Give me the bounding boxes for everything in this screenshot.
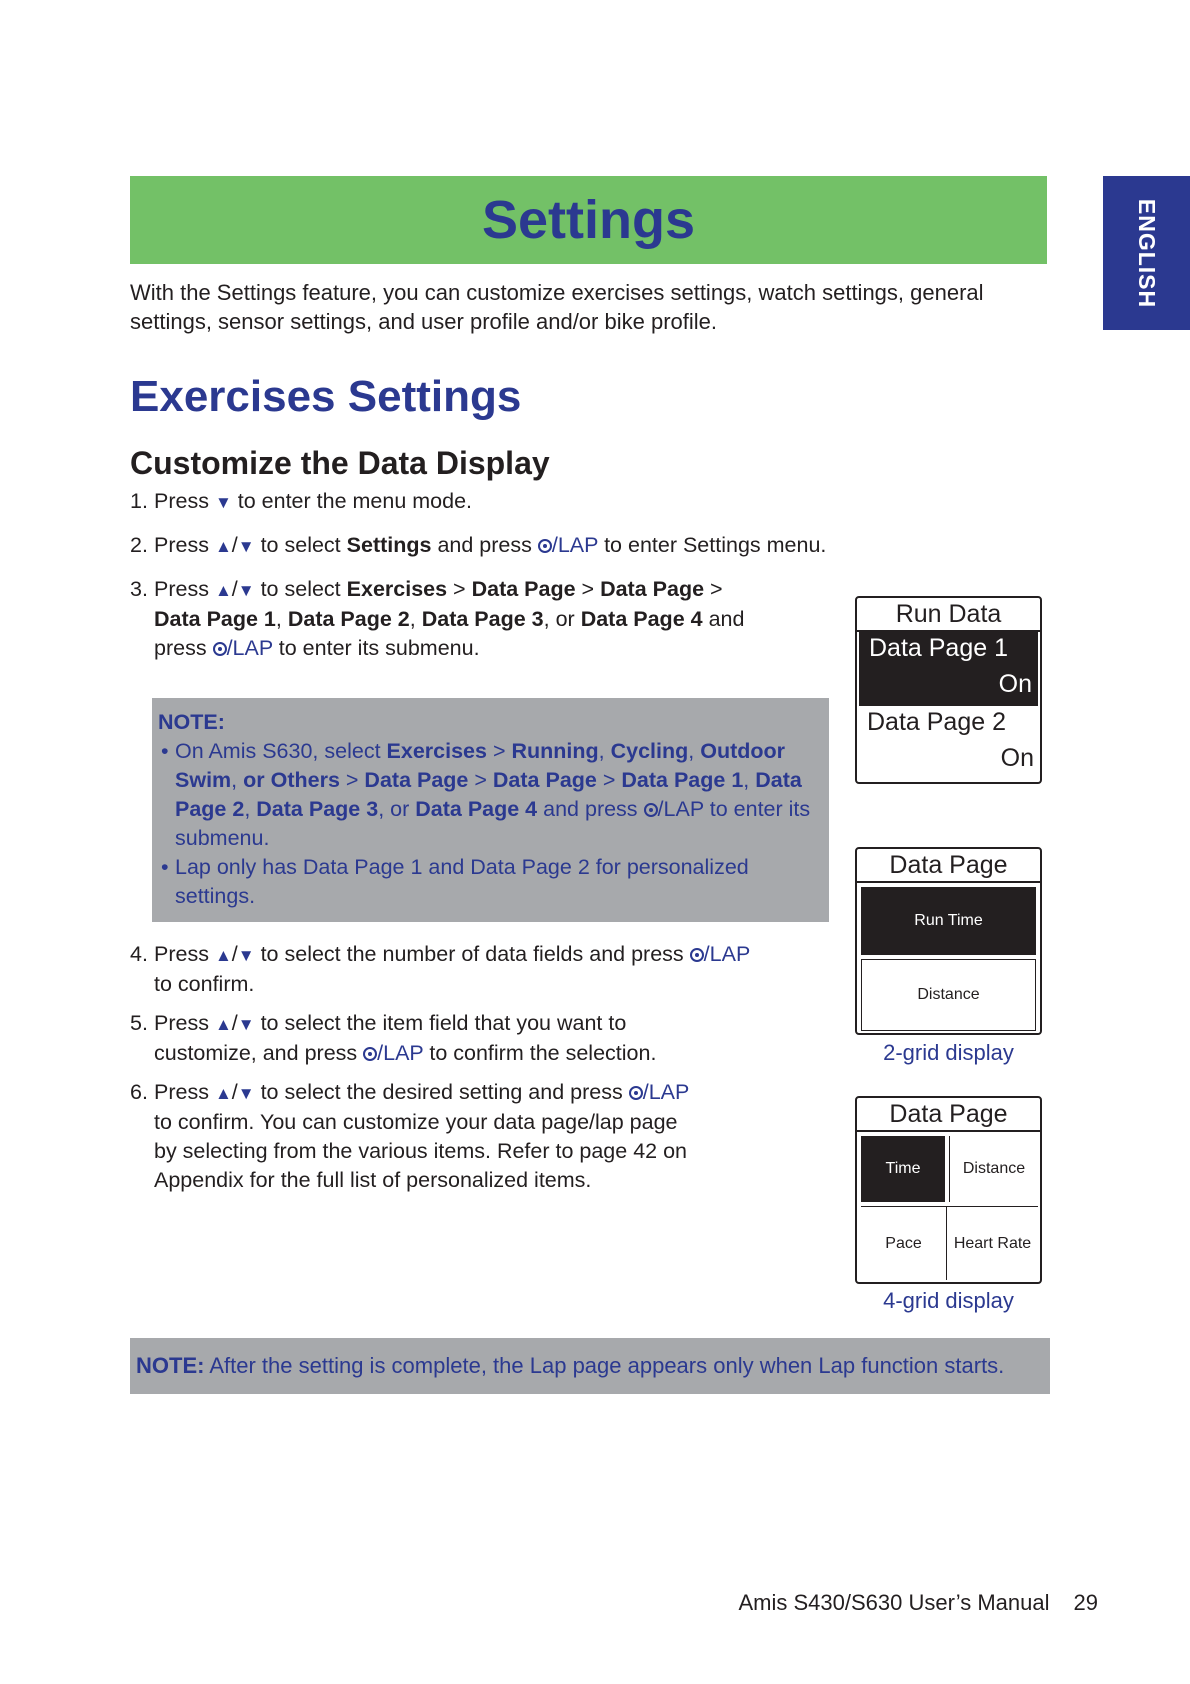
note-label: NOTE: <box>158 710 225 734</box>
step-text: customize, and press <box>154 1041 358 1065</box>
up-triangle-icon: ▲ <box>214 537 232 556</box>
section-title: Exercises Settings <box>130 372 522 421</box>
step-text: to select <box>260 533 341 557</box>
data-field-selected: Run Time <box>861 887 1036 955</box>
down-triangle-icon: ▼ <box>237 1084 255 1103</box>
ok-ring-icon <box>538 539 552 553</box>
step-text: Press <box>154 577 209 601</box>
step-2: 2. Press ▲/▼ to select Settings and press /LAP to enter Settings menu. <box>130 531 826 561</box>
lap-button-label: LAP <box>383 1041 424 1065</box>
menu-term: Data Page <box>600 577 705 601</box>
step-text: Appendix for the full list of personalized items. <box>154 1168 592 1192</box>
step-text: to select the item field that you want to <box>260 1011 627 1035</box>
note-text: On Amis S630, select <box>175 739 381 763</box>
ok-ring-icon <box>690 948 704 962</box>
menu-term: Settings <box>346 533 432 557</box>
step-number: 1. <box>130 489 148 513</box>
lap-button-label: LAP <box>709 942 751 966</box>
note-bullet-1: • On Amis S630, select Exercises > Running, Cycling, Outdoor Swim, or Others > Data Page > Data Page > Data Page 1, Data Page 2, Data Page 3, or Data Page 4 and press /LAP to enter its submenu. <box>158 737 817 853</box>
menu-term: Running <box>511 739 599 763</box>
device-screen-4-grid <box>855 1096 1042 1284</box>
menu-row-data-page-2 <box>857 706 1040 780</box>
step-text: to select the desired setting and press <box>260 1080 623 1104</box>
screen-title: Run Data <box>857 598 1040 632</box>
intro-paragraph: With the Settings feature, you can customize exercises settings, watch settings, general settings, sensor settings, and user profile and/or bike profile. <box>130 280 984 334</box>
step-text: to confirm. <box>154 972 255 996</box>
note-text: and press <box>543 797 638 821</box>
title-banner <box>130 176 1047 264</box>
device-screen-run-data <box>855 596 1042 784</box>
step-text: press <box>154 636 207 660</box>
step-text: to select the number of data fields and press <box>260 942 684 966</box>
step-text: Press <box>154 533 209 557</box>
step-text: to enter Settings menu. <box>604 533 827 557</box>
menu-term: Data Page 2 <box>287 607 410 631</box>
manual-title: Amis S430/S630 User’s Manual <box>738 1590 1050 1615</box>
screen-title: Data Page <box>857 1098 1040 1132</box>
ok-ring-icon <box>213 642 227 656</box>
menu-term: Exercises <box>346 577 448 601</box>
screen-caption: 4-grid display <box>883 1288 1014 1313</box>
page-footer <box>739 1590 1099 1616</box>
menu-term: or Others <box>243 768 340 792</box>
row-value: On <box>1000 744 1034 772</box>
lap-button-label: LAP <box>663 797 704 821</box>
bottom-note <box>130 1338 1050 1394</box>
menu-row-data-page-1 <box>859 632 1038 706</box>
step-3: 3. Press ▲/▼ to select Exercises > Data Page > Data Page > Data Page 1, Data Page 2, Data Page 3, or Data Page 4 and press /LAP to enter its submenu. <box>130 577 745 660</box>
menu-term: Data Page 3 <box>256 797 379 821</box>
step-text: to enter the menu mode. <box>237 489 473 513</box>
ok-ring-icon <box>629 1086 643 1100</box>
down-triangle-icon: ▼ <box>237 946 255 965</box>
step-text: or <box>555 607 575 631</box>
row-label: Data Page 2 <box>867 708 1006 736</box>
step-number: 5. <box>130 1011 148 1035</box>
step-text: Press <box>154 1080 209 1104</box>
step-text: to select <box>260 577 341 601</box>
page-title: Settings <box>481 190 696 250</box>
note-label: NOTE: <box>136 1353 205 1378</box>
language-tab-label: ENGLISH <box>1134 198 1161 308</box>
ok-ring-icon <box>644 803 658 817</box>
language-tab <box>1103 176 1190 330</box>
menu-term: Data Page <box>492 768 597 792</box>
down-triangle-icon: ▼ <box>237 537 255 556</box>
menu-term: Outdoor Swim <box>175 739 786 792</box>
step-number: 6. <box>130 1080 148 1104</box>
row-value: On <box>998 670 1032 698</box>
screen-title: Data Page <box>857 849 1040 883</box>
step-number: 2. <box>130 533 148 557</box>
menu-term: Data Page 2 <box>175 768 802 821</box>
data-field: Pace <box>861 1206 947 1280</box>
row-label: Data Page 1 <box>869 634 1008 662</box>
data-field: Heart Rate <box>947 1206 1038 1280</box>
step-text: Press <box>154 489 209 513</box>
lap-button-label: LAP <box>648 1080 690 1104</box>
device-screen-2-grid <box>855 847 1042 1035</box>
up-triangle-icon: ▲ <box>214 946 232 965</box>
step-text: to confirm the selection. <box>429 1041 657 1065</box>
down-triangle-icon: ▼ <box>214 493 232 512</box>
subsection-title: Customize the Data Display <box>130 445 550 481</box>
data-field: Distance <box>861 959 1036 1031</box>
menu-term: Data Page 1 <box>621 768 744 792</box>
step-text: and <box>708 607 745 631</box>
note-text: to enter its submenu. <box>175 797 811 850</box>
step-number: 4. <box>130 942 148 966</box>
step-text: to confirm. You can customize your data page/lap page <box>154 1110 678 1134</box>
lap-button-label: LAP <box>557 533 599 557</box>
step-text: and press <box>437 533 532 557</box>
step-4: 4. Press ▲/▼ to select the number of data fields and press /LAP to confirm. <box>130 940 820 999</box>
menu-term: Cycling <box>610 739 689 763</box>
menu-term: Data Page <box>364 768 469 792</box>
data-field: Distance <box>949 1136 1038 1202</box>
screen-caption: 2-grid display <box>883 1040 1014 1065</box>
step-6: 6. Press ▲/▼ to select the desired setting and press /LAP to confirm. You can customize your data page/lap page by selecting from the various items. Refer to page 42 on Appendix for the full list of personalized items. <box>130 1078 820 1195</box>
step-1 <box>130 487 472 517</box>
up-triangle-icon: ▲ <box>214 1084 232 1103</box>
step-text: to enter its submenu. <box>278 636 480 660</box>
note-bullet-2: • Lap only has Data Page 1 and Data Page 2 for personalized settings. <box>158 853 817 911</box>
step-number: 3. <box>130 577 148 601</box>
note-text: After the setting is complete, the Lap page appears only when Lap function starts. <box>209 1353 1005 1378</box>
ok-ring-icon <box>363 1047 377 1061</box>
page-number: 29 <box>1073 1590 1098 1615</box>
menu-term: Data Page 3 <box>421 607 544 631</box>
menu-term: Data Page 4 <box>415 797 538 821</box>
step-text: Press <box>154 1011 209 1035</box>
step-text: by selecting from the various items. Refer to page 42 on <box>154 1139 687 1163</box>
lap-button-label: LAP <box>232 636 273 660</box>
data-field-selected: Time <box>861 1136 945 1202</box>
menu-term: Data Page <box>471 577 576 601</box>
note-box <box>152 698 829 922</box>
menu-term: Exercises <box>386 739 487 763</box>
step-text: Press <box>154 942 209 966</box>
up-triangle-icon: ▲ <box>214 1015 232 1034</box>
step-5: 5. Press ▲/▼ to select the item field that you want to customize, and press /LAP to confirm the selection. <box>130 1011 657 1065</box>
down-triangle-icon: ▼ <box>237 581 255 600</box>
menu-term: Data Page 1 <box>154 607 276 631</box>
down-triangle-icon: ▼ <box>237 1015 255 1034</box>
menu-term: Data Page 4 <box>580 607 703 631</box>
up-triangle-icon: ▲ <box>214 581 232 600</box>
note-text: or <box>390 797 410 821</box>
